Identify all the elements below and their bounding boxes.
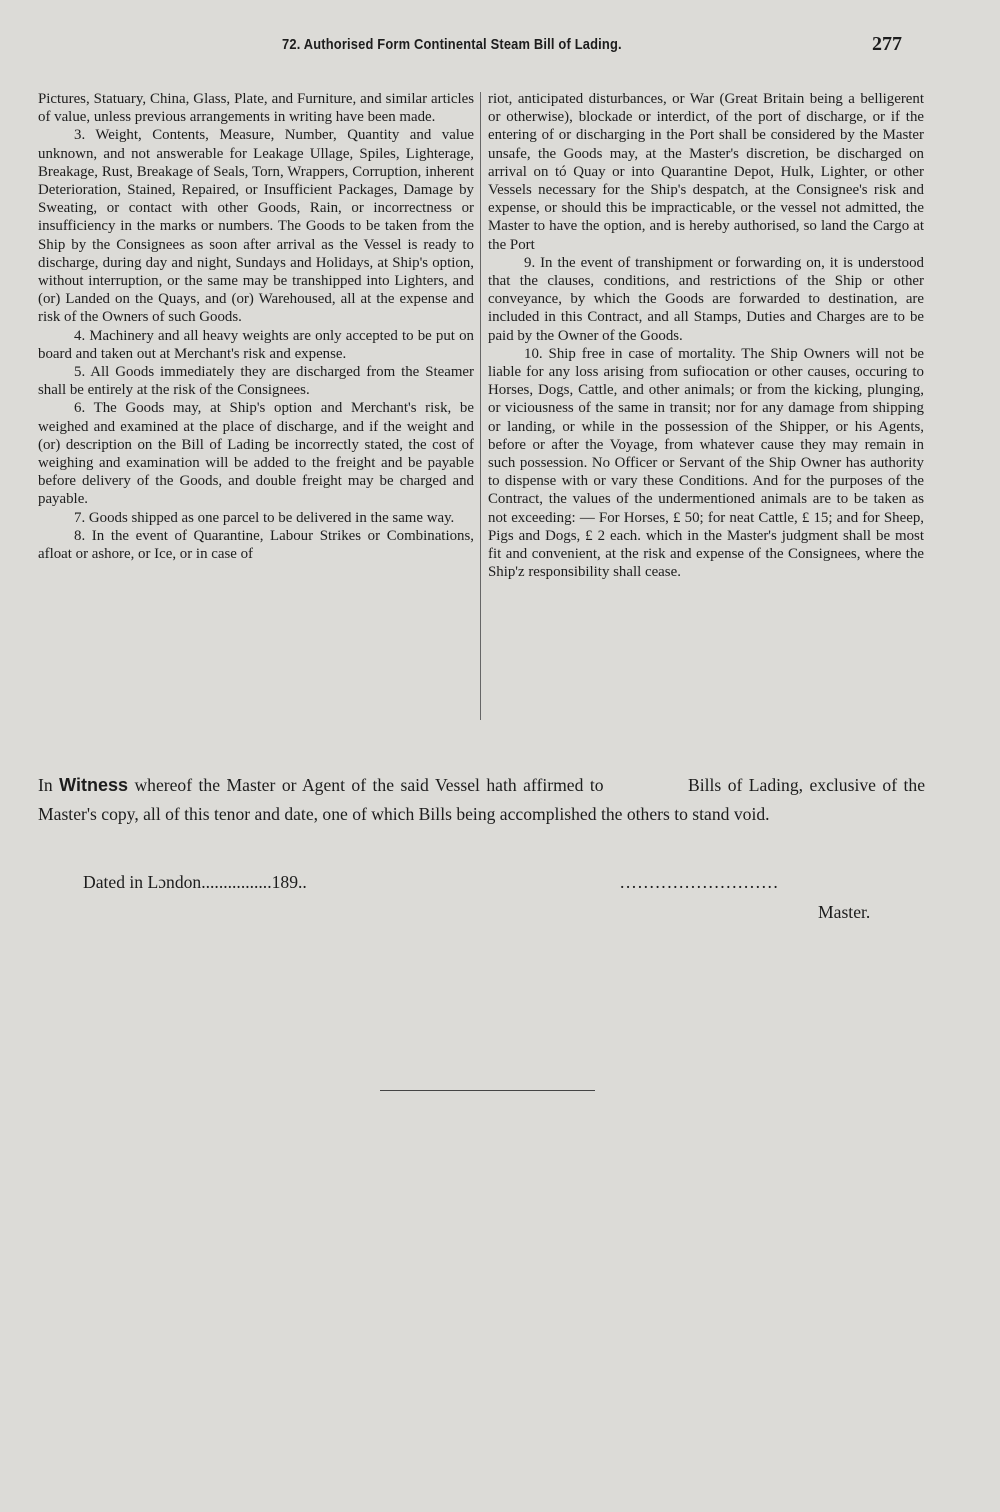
clause-9: 9. In the event of transhipment or forwarding on, it is understood that the clauses, conditions, and restrictions of the Ship or other conveyance, by which the Goods are forwarded to destination, are included in this Contract, and all Stamps, Duties and Charges are to be paid by the Owner of the Goods. [488, 254, 924, 344]
clause-4: 4. Machinery and all heavy weights are only accepted to be put on board and taken out at Merchant's risk and expense. [38, 327, 474, 362]
witness-clause [38, 771, 925, 828]
clause-7: 7. Goods shipped as one parcel to be delivered in the same way. [74, 509, 455, 526]
page-number: 277 [872, 33, 902, 55]
witness-lead: In [38, 775, 53, 795]
clause-8: 8. In the event of Quarantine, Labour Strikes or Combinations, afloat or ashore, or Ice, or in case of [38, 527, 474, 563]
clause-5: 5. All Goods immediately they are discharged from the Steamer shall be entirely at the risk of the Consignees. [38, 364, 474, 399]
running-title: 72. Authorised Form Continental Steam Bill of Lading. [282, 36, 622, 53]
running-head [0, 33, 1000, 58]
right-column [488, 90, 924, 581]
clause-3: 3. Weight, Contents, Measure, Number, Quantity and value unknown, and not answerable for Leakage Ullage, Spiles, Lighterage, Breakage, Rust, Breakage of Seals, Torn, Wrappers, Corruption, inherent Deterioration, Stained, Repaired, or Insufficient Packages, Damage by Sweating, or contact with other Goods, Rain, or incorrectness or insufficiency in the marks or numbers. The Goods to be taken from the Ship by the Consignees as soon after arrival as the Vessel is ready to discharge, during day and night, Sundays and Holidays, at Ship's option, without interruption, or the same may be transhipped into Lighters, and (or) Landed on the Quays, and (or) Warehoused, all at the expense and risk of the Owners of such Goods. [38, 127, 474, 326]
witness-word: Witness [59, 775, 128, 795]
clause-10: 10. Ship free in case of mortality. The Ship Owners will not be liable for any loss arising from sufiocation or other causes, occuring to Horses, Dogs, Cattle, and other animals; or from the kicking, plunging, or viciousness of the same in transit; nor for any damage from shipping or landing, or while in the possession of the Shipper, or his Agents, before or after the Voyage, from whatever cause they may remain in such possession. No Officer or Servant of the Ship Owner has authority to dispense with or vary these Conditions. And for the purposes of the Contract, the values of the undermentioned animals are to be taken as not exceeding: — For Horses, £ 50; for neat Cattle, £ 15; and for Sheep, Pigs and Dogs, £ 2 each. which in the Master's judgment shall be most fit and convenient, at the risk and expense of the Consignees, where the Ship'z responsibility shall cease. [488, 345, 924, 581]
left-column [38, 90, 474, 563]
witness-text-part1: whereof the Master or Agent of the said Vessel hath affirmed to [134, 775, 604, 795]
end-rule [380, 1090, 595, 1091]
witness-text-part2: Bills of Lading, exclusive of the Master's copy, all of this tenor and date, one of which Bills being accomplished the others to stand void. [38, 775, 926, 824]
dated-line: Dated in Lɔndon................189.. [83, 872, 307, 892]
clause-8-continued: riot, anticipated disturbances, or War (Great Britain being a belligerent or otherwise), blockade or interdict, of the port of discharge, or if the entering of or discharging in the Port shall be considered by the Master unsafe, the Goods may, at the Master's discretion, be discharged on arrival on tó Quay or into Quarantine Depot, Hulk, Lighter, or other Vessels necessary for the Ship's despatch, at the Consignee's risk and expense, or should this be impracticable, or the vessel not admitted, the Master to have the option, and is hereby authorised, so land the Cargo at the Port [488, 91, 924, 253]
master-label: Master. [818, 902, 871, 922]
column-divider [480, 92, 481, 720]
clause-6: 6. The Goods may, at Ship's option and Merchant's risk, be weighed and examined at the place of discharge, and if the weight and (or) description on the Bill of Lading be incorrectly stated, the cost of weighing and examination will be added to the freight and be payable before delivery of the Goods, and double freight may be charged and payable. [38, 400, 474, 508]
left-paragraph-0: Pictures, Statuary, China, Glass, Plate, and Furniture, and similar articles of value, unless previous arrangements in writing have been made. [38, 91, 474, 126]
signature-line: ........................... [620, 872, 780, 892]
